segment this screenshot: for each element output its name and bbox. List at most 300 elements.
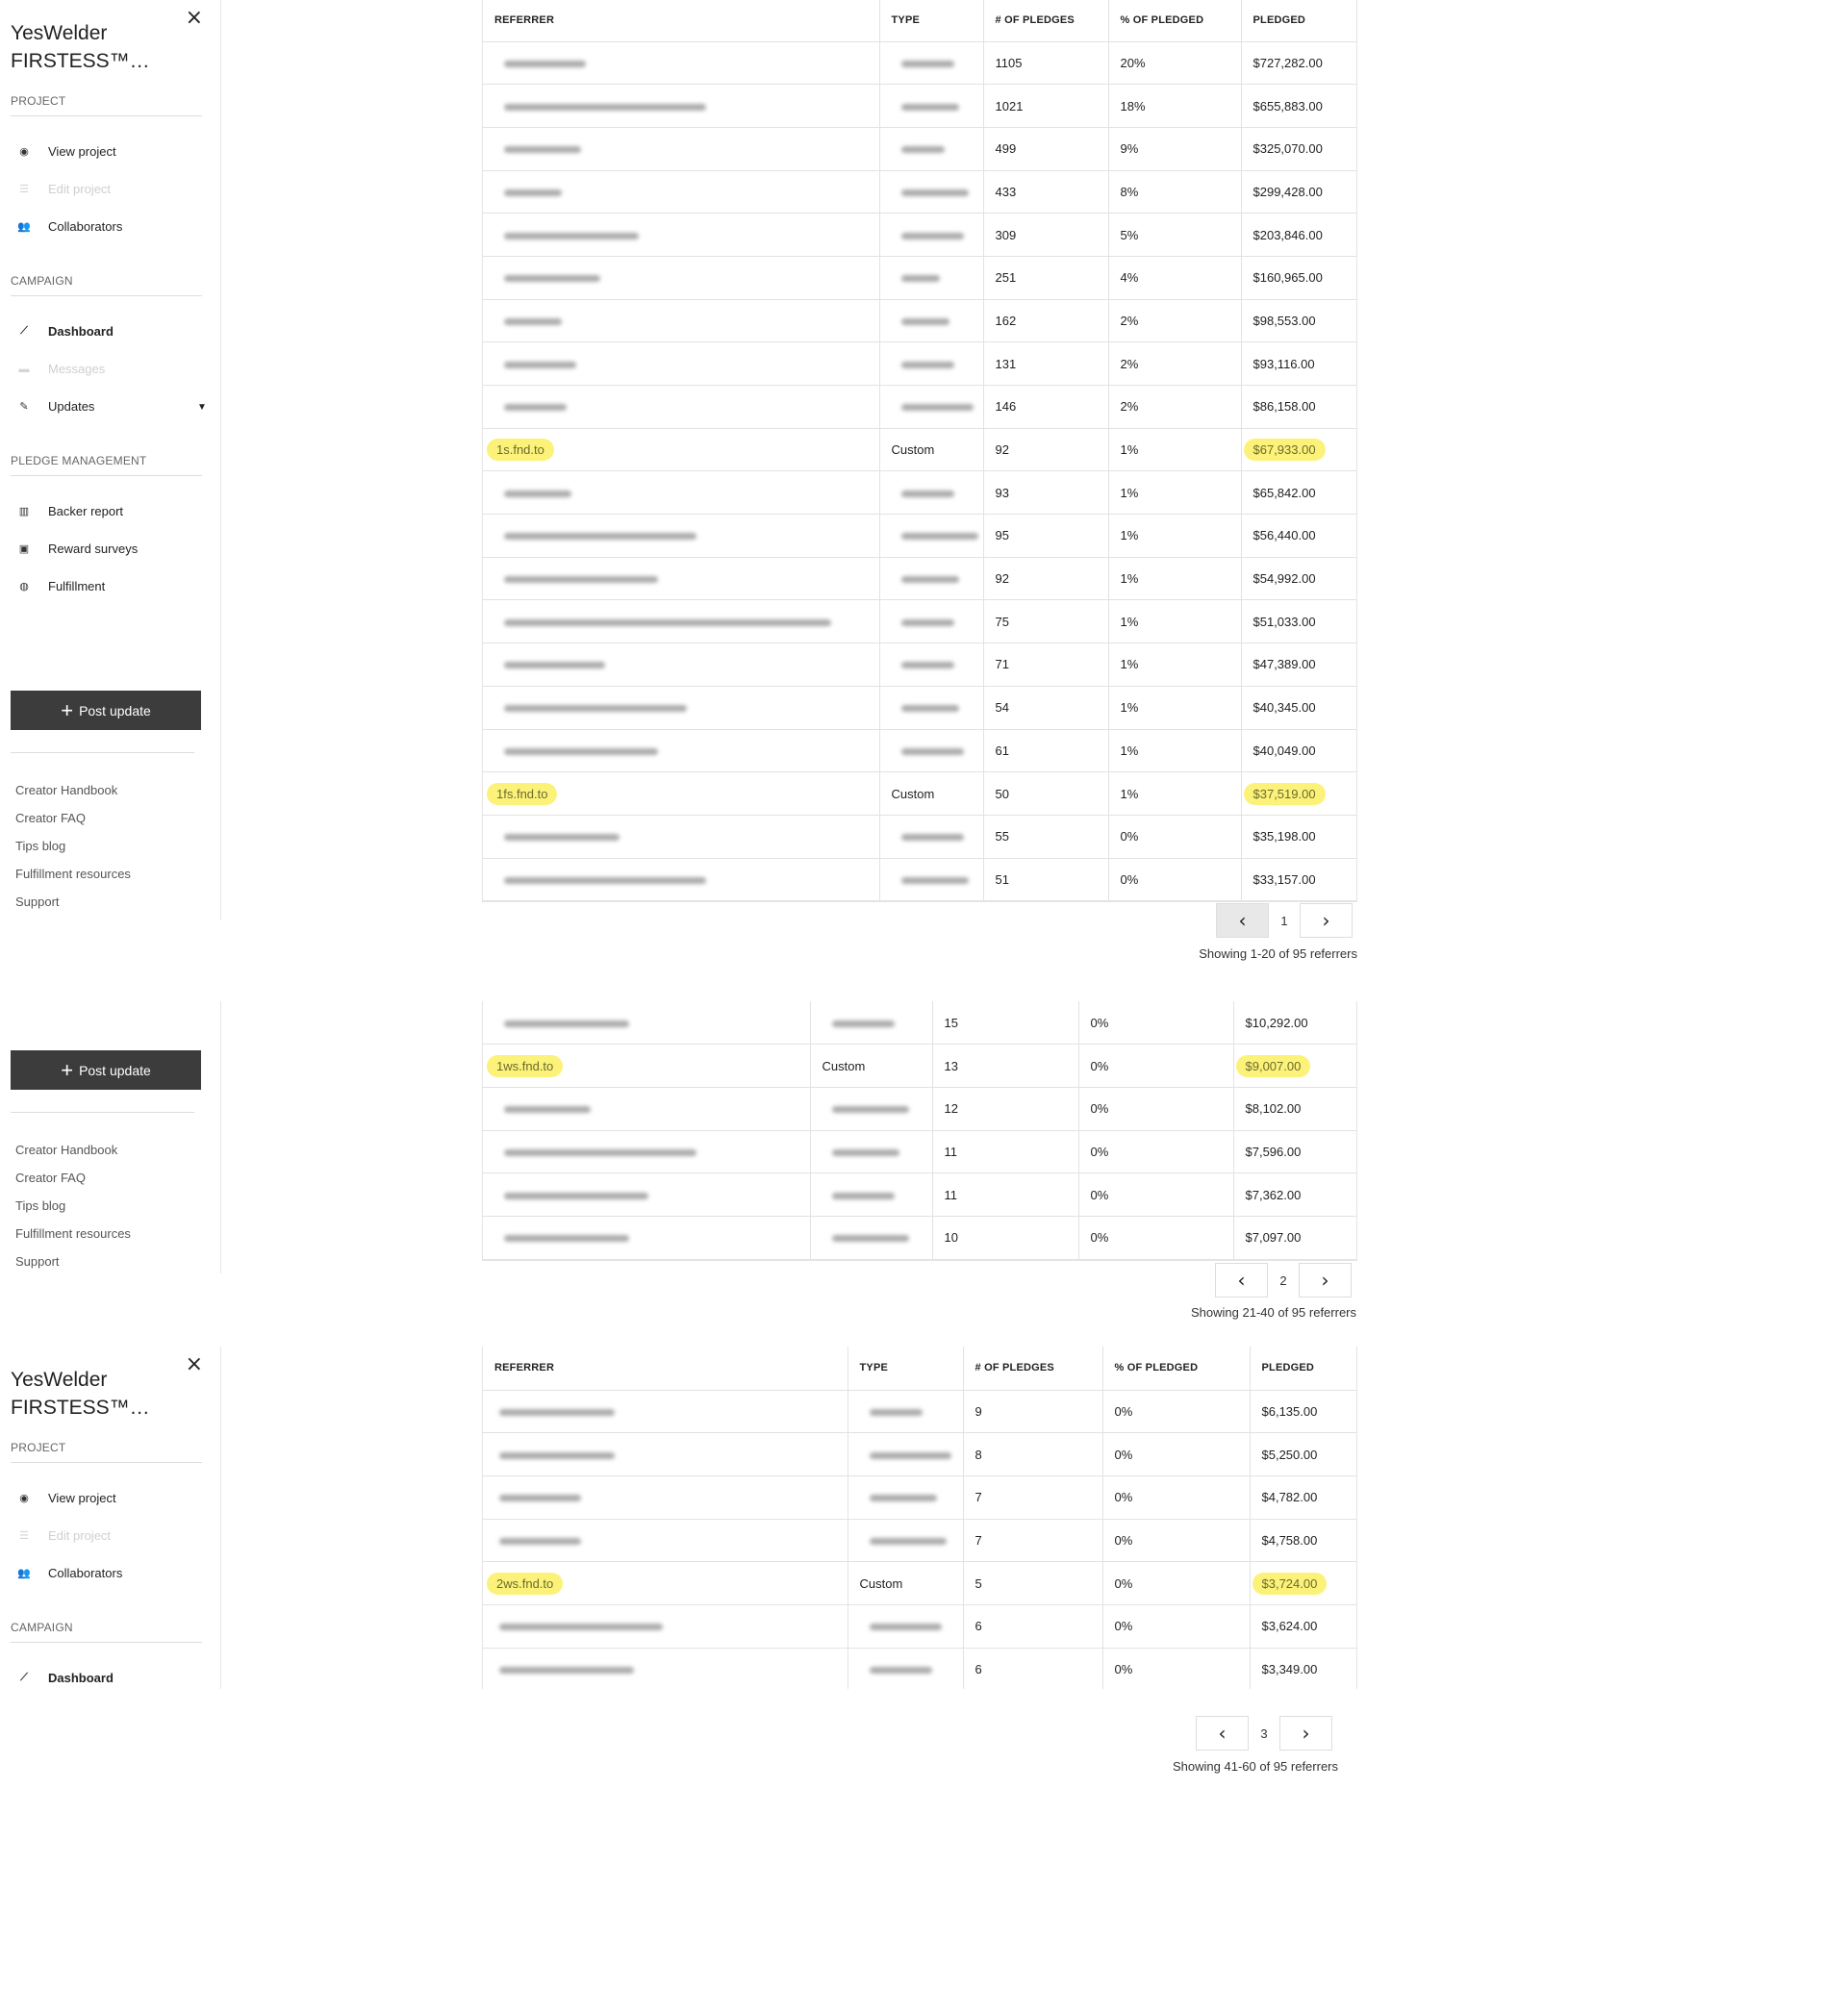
cell-pledges: 75 [983,600,1108,643]
nav-reward-surveys[interactable]: ▣ Reward surveys [15,542,138,556]
header-type[interactable]: TYPE [879,0,983,41]
link-support[interactable]: Support [15,895,60,909]
section-project: PROJECT [11,1441,202,1463]
cell-pledged: $325,070.00 [1241,127,1356,170]
cell-referrer [483,1475,848,1519]
cell-pledges: 5 [963,1562,1102,1605]
cell-referrer [483,729,879,772]
cell-percent: 0% [1102,1433,1250,1476]
section-campaign: CAMPAIGN [11,274,202,296]
cell-percent: 2% [1108,299,1241,342]
cell-percent: 1% [1108,515,1241,558]
divider [11,1112,194,1113]
table-row [483,686,1356,729]
chart-line-icon: ⟋ [20,1672,28,1683]
cell-pledged: $98,553.00 [1241,299,1356,342]
redacted-type [901,404,974,411]
cell-pledges: 6 [963,1648,1102,1689]
table-row [483,600,1356,643]
nav-view-project[interactable]: ◉ View project [15,1491,116,1505]
cell-referrer [483,471,879,515]
cell-pledged: $7,596.00 [1233,1130,1356,1173]
table-row [483,214,1356,257]
cell-type [879,127,983,170]
chart-line-icon: ⟋ [20,325,28,337]
section-project: PROJECT [11,94,202,116]
cell-referrer [483,299,879,342]
table-row [483,643,1356,687]
table-row [483,1216,1356,1259]
redacted-type [870,1495,937,1501]
cell-type [879,858,983,901]
cell-pledges: 12 [932,1087,1078,1130]
cell-pledges: 61 [983,729,1108,772]
cell-pledges: 92 [983,557,1108,600]
redacted-referrer [504,146,581,153]
project-title: YesWelder FIRSTESS™… [11,1369,150,1419]
header-type[interactable]: TYPE [848,1347,963,1390]
divider [11,752,194,753]
project-title: YesWelder FIRSTESS™… [11,22,150,72]
referrers-table-page-3 [482,1347,1357,1689]
table-row [483,557,1356,600]
cell-type [879,342,983,386]
showing-count: Showing 21-40 of 95 referrers [1191,1305,1356,1320]
cell-referrer [483,342,879,386]
post-update-button[interactable]: + Post update [11,1050,201,1090]
table-row [483,256,1356,299]
redacted-type [901,275,940,282]
cell-type [879,471,983,515]
cell-pledged: $54,992.00 [1241,557,1356,600]
redacted-type [870,1667,932,1674]
cell-type: Custom [810,1045,932,1088]
cell-referrer [483,643,879,687]
cell-pledges: 7 [963,1475,1102,1519]
redacted-type [870,1624,942,1630]
redacted-type [901,748,964,755]
redacted-referrer [504,404,567,411]
redacted-referrer [504,1021,629,1027]
cell-type [879,815,983,858]
prev-page-button[interactable] [1196,1716,1249,1751]
cell-referrer [483,214,879,257]
pagination-3 [1196,1716,1332,1751]
cell-percent: 8% [1108,170,1241,214]
cell-type [879,299,983,342]
redacted-type [832,1106,909,1113]
section-pledge-management: PLEDGE MANAGEMENT [11,454,202,476]
clipboard-icon: ▣ [18,543,30,555]
cell-percent: 0% [1102,1604,1250,1648]
referrer-link[interactable]: 2ws.fnd.to [487,1573,563,1595]
globe-icon: ◍ [19,581,29,592]
redacted-referrer [504,576,658,583]
cell-pledges: 95 [983,515,1108,558]
link-creator-handbook[interactable]: Creator Handbook [15,783,118,797]
cell-percent: 1% [1108,557,1241,600]
nav-view-project[interactable]: ◉ View project [15,144,116,159]
next-page-button[interactable] [1279,1716,1332,1751]
cell-referrer [483,1216,810,1259]
table-row [483,299,1356,342]
redacted-referrer [504,877,706,884]
header-referrer[interactable]: REFERRER [483,0,879,41]
cell-pledged: $5,250.00 [1250,1433,1356,1476]
page-number: 1 [1280,913,1288,928]
cell-referrer [483,557,879,600]
table-row [483,471,1356,515]
cell-type [848,1648,963,1689]
redacted-type [901,61,954,67]
redacted-type [901,834,964,841]
nav-collaborators[interactable]: 👥 Collaborators [15,219,122,234]
redacted-referrer [504,533,696,540]
cell-type [848,1475,963,1519]
people-icon: 👥 [17,1568,31,1579]
redacted-type [901,318,949,325]
link-tips-blog[interactable]: Tips blog [15,839,66,853]
cell-type [879,600,983,643]
cell-percent: 0% [1078,1045,1233,1088]
cell-referrer [483,170,879,214]
redacted-referrer [504,834,620,841]
link-creator-faq[interactable]: Creator FAQ [15,811,86,825]
cell-pledges: 146 [983,386,1108,429]
nav-collaborators[interactable]: 👥 Collaborators [15,1566,122,1580]
header-pledged[interactable]: PLEDGED [1250,1347,1356,1390]
redacted-referrer [504,61,586,67]
cell-percent: 1% [1108,600,1241,643]
nav-edit-project: ☰ Edit project [15,182,111,196]
redacted-referrer [499,1538,581,1545]
cell-pledges: 7 [963,1519,1102,1562]
cell-type [879,170,983,214]
cell-pledged [1233,1045,1356,1088]
pagination-2 [1215,1263,1352,1298]
header-percent[interactable]: % OF PLEDGED [1108,0,1241,41]
pencil-icon: ✎ [19,401,29,413]
redacted-referrer [504,275,600,282]
table-row [483,342,1356,386]
redacted-type [901,877,969,884]
nav-updates[interactable]: ✎ Updates [15,399,94,414]
referrer-link[interactable]: 1fs.fnd.to [487,783,557,805]
cell-pledged: $47,389.00 [1241,643,1356,687]
cell-pledges: 1105 [983,41,1108,85]
cell-percent: 1% [1108,772,1241,816]
cell-pledges: 1021 [983,85,1108,128]
cell-type: Custom [879,772,983,816]
cell-type [848,1433,963,1476]
post-update-button[interactable]: + Post update [11,691,201,730]
cell-type [879,643,983,687]
table-row [483,858,1356,901]
cell-type [810,1130,932,1173]
header-referrer[interactable]: REFERRER [483,1347,848,1390]
cell-percent: 2% [1108,342,1241,386]
cell-pledged: $10,292.00 [1233,1001,1356,1045]
cell-referrer [483,85,879,128]
cell-percent: 1% [1108,471,1241,515]
referrer-link[interactable]: 1ws.fnd.to [487,1055,563,1077]
cell-type [810,1087,932,1130]
cell-type [879,515,983,558]
redacted-type [901,576,959,583]
cell-percent: 0% [1078,1087,1233,1130]
cell-type [879,386,983,429]
cell-pledged: $8,102.00 [1233,1087,1356,1130]
redacted-referrer [504,619,831,626]
cell-pledged: $33,157.00 [1241,858,1356,901]
redacted-referrer [504,1149,696,1156]
redacted-type [832,1235,909,1242]
redacted-type [870,1538,947,1545]
redacted-type [901,104,959,111]
redacted-referrer [504,491,571,497]
cell-type [810,1173,932,1217]
showing-count: Showing 41-60 of 95 referrers [1173,1759,1338,1774]
next-page-button[interactable] [1299,1263,1352,1298]
cell-referrer [483,1001,810,1045]
redacted-referrer [504,189,562,196]
cell-percent: 9% [1108,127,1241,170]
cell-referrer [483,858,879,901]
nav-fulfillment[interactable]: ◍ Fulfillment [15,579,105,593]
cell-type [848,1604,963,1648]
cell-percent: 0% [1078,1216,1233,1259]
nav-edit-project: ☰ Edit project [15,1528,111,1543]
pledged-highlight: $9,007.00 [1236,1055,1311,1077]
cell-type [848,1519,963,1562]
table-row [483,85,1356,128]
cell-type [879,256,983,299]
nav-dashboard[interactable]: ⟋ Dashboard [15,324,114,339]
pagination-1 [1216,903,1353,938]
redacted-type [870,1409,923,1416]
cell-pledges: 11 [932,1173,1078,1217]
cell-percent: 1% [1108,686,1241,729]
cell-pledges: 93 [983,471,1108,515]
nav-messages: ▬ Messages [15,362,105,376]
referrer-link[interactable]: 1s.fnd.to [487,439,554,461]
cell-referrer [483,1519,848,1562]
table-row [483,1390,1356,1433]
cell-type [848,1390,963,1433]
redacted-type [901,662,954,668]
table-row [483,127,1356,170]
header-pledged[interactable]: PLEDGED [1241,0,1356,41]
pledged-highlight: $67,933.00 [1244,439,1326,461]
cell-percent: 0% [1078,1173,1233,1217]
redacted-type [901,705,959,712]
cell-percent: 0% [1108,815,1241,858]
header-pledges[interactable]: # OF PLEDGES [983,0,1108,41]
link-creator-handbook[interactable]: Creator Handbook [15,1143,118,1157]
link-fulfillment-resources[interactable]: Fulfillment resources [15,1226,131,1241]
cell-pledged: $727,282.00 [1241,41,1356,85]
link-fulfillment-resources[interactable]: Fulfillment resources [15,867,131,881]
cell-percent: 0% [1102,1562,1250,1605]
header-pledges[interactable]: # OF PLEDGES [963,1347,1102,1390]
redacted-referrer [504,1193,648,1199]
table-row [483,1087,1356,1130]
cell-pledges: 54 [983,686,1108,729]
table-row [483,1130,1356,1173]
nav-backer-report[interactable]: ▥ Backer report [15,504,123,518]
redacted-referrer [499,1409,615,1416]
table-row [483,41,1356,85]
header-percent[interactable]: % OF PLEDGED [1102,1347,1250,1390]
cell-pledged: $203,846.00 [1241,214,1356,257]
cell-percent: 0% [1102,1648,1250,1689]
cell-type [879,729,983,772]
cell-referrer [483,1562,848,1605]
table-row [483,515,1356,558]
redacted-referrer [504,1235,629,1242]
redacted-referrer [504,362,576,368]
cell-referrer [483,815,879,858]
cell-percent: 0% [1078,1001,1233,1045]
cell-pledges: 6 [963,1604,1102,1648]
cell-referrer [483,1390,848,1433]
cell-pledges: 8 [963,1433,1102,1476]
redacted-type [832,1193,895,1199]
nav-dashboard[interactable]: ⟋ Dashboard [15,1671,114,1685]
cell-pledges: 10 [932,1216,1078,1259]
cell-pledged [1250,1562,1356,1605]
cell-pledges: 309 [983,214,1108,257]
chevron-left-icon: ‹ [1238,909,1247,932]
cell-pledged: $93,116.00 [1241,342,1356,386]
cell-type: Custom [848,1562,963,1605]
cell-percent: 4% [1108,256,1241,299]
cell-pledges: 162 [983,299,1108,342]
chevron-right-icon: › [1322,909,1330,932]
message-icon: ▬ [18,363,30,375]
cell-percent: 0% [1102,1390,1250,1433]
chevron-left-icon: ‹ [1218,1722,1227,1745]
cell-pledged: $299,428.00 [1241,170,1356,214]
cell-pledges: 51 [983,858,1108,901]
cell-pledges: 55 [983,815,1108,858]
redacted-type [901,146,945,153]
redacted-type [832,1021,895,1027]
redacted-referrer [504,104,706,111]
cell-pledged: $86,158.00 [1241,386,1356,429]
page-number: 2 [1279,1273,1287,1288]
close-icon[interactable]: × [185,6,203,30]
cell-pledges: 251 [983,256,1108,299]
edit-list-icon: ☰ [19,1530,29,1542]
table-row [483,428,1356,471]
redacted-referrer [504,662,605,668]
cell-referrer [483,1045,810,1088]
cell-referrer [483,1173,810,1217]
prev-page-button[interactable] [1216,903,1269,938]
table-row [483,729,1356,772]
cell-percent: 0% [1108,858,1241,901]
cell-referrer [483,386,879,429]
cell-percent: 20% [1108,41,1241,85]
redacted-referrer [504,233,639,239]
plus-icon: + [61,697,74,722]
chevron-right-icon: › [1321,1269,1329,1292]
cell-percent: 1% [1108,428,1241,471]
people-icon: 👥 [17,221,31,233]
redacted-type [901,619,954,626]
cell-percent: 0% [1078,1130,1233,1173]
edit-list-icon: ☰ [19,184,29,195]
cell-pledges: 499 [983,127,1108,170]
cell-referrer [483,1433,848,1476]
eye-icon: ◉ [19,146,29,158]
cell-pledged: $56,440.00 [1241,515,1356,558]
cell-pledges: 11 [932,1130,1078,1173]
cell-type [879,41,983,85]
cell-pledged: $4,782.00 [1250,1475,1356,1519]
close-icon[interactable]: × [185,1352,203,1376]
chevron-down-icon[interactable]: ▼ [197,402,207,413]
pledged-highlight: $37,519.00 [1244,783,1326,805]
redacted-referrer [499,1667,634,1674]
cell-pledges: 13 [932,1045,1078,1088]
table-row [483,1001,1356,1045]
cell-percent: 0% [1102,1519,1250,1562]
pledged-highlight: $3,724.00 [1252,1573,1328,1595]
cell-percent: 5% [1108,214,1241,257]
cell-pledges: 71 [983,643,1108,687]
redacted-type [901,233,964,239]
cell-referrer [483,1604,848,1648]
table-row [483,386,1356,429]
table-row [483,1562,1356,1605]
cell-type [810,1001,932,1045]
table-row [483,1173,1356,1217]
cell-pledged: $3,349.00 [1250,1648,1356,1689]
table-row [483,1475,1356,1519]
cell-pledged: $51,033.00 [1241,600,1356,643]
cell-pledges: 131 [983,342,1108,386]
cell-referrer [483,256,879,299]
sidebar-1 [0,0,221,920]
section-campaign: CAMPAIGN [11,1621,202,1643]
cell-type [810,1216,932,1259]
redacted-type [901,533,978,540]
prev-page-button[interactable] [1215,1263,1268,1298]
link-tips-blog[interactable]: Tips blog [15,1198,66,1213]
redacted-referrer [499,1452,615,1459]
cell-pledged: $160,965.00 [1241,256,1356,299]
cell-pledged: $3,624.00 [1250,1604,1356,1648]
cell-referrer [483,515,879,558]
referrers-table-page-2 [482,1001,1357,1261]
link-creator-faq[interactable]: Creator FAQ [15,1171,86,1185]
next-page-button[interactable] [1300,903,1353,938]
sidebar-3 [0,1347,221,1689]
cell-referrer [483,1087,810,1130]
cell-type [879,557,983,600]
cell-referrer [483,600,879,643]
referrers-table-page-1 [482,0,1357,902]
link-support[interactable]: Support [15,1254,60,1269]
table-row [483,815,1356,858]
chevron-left-icon: ‹ [1237,1269,1246,1292]
cell-pledges: 9 [963,1390,1102,1433]
redacted-referrer [504,748,658,755]
redacted-type [832,1149,899,1156]
cell-percent: 0% [1102,1475,1250,1519]
